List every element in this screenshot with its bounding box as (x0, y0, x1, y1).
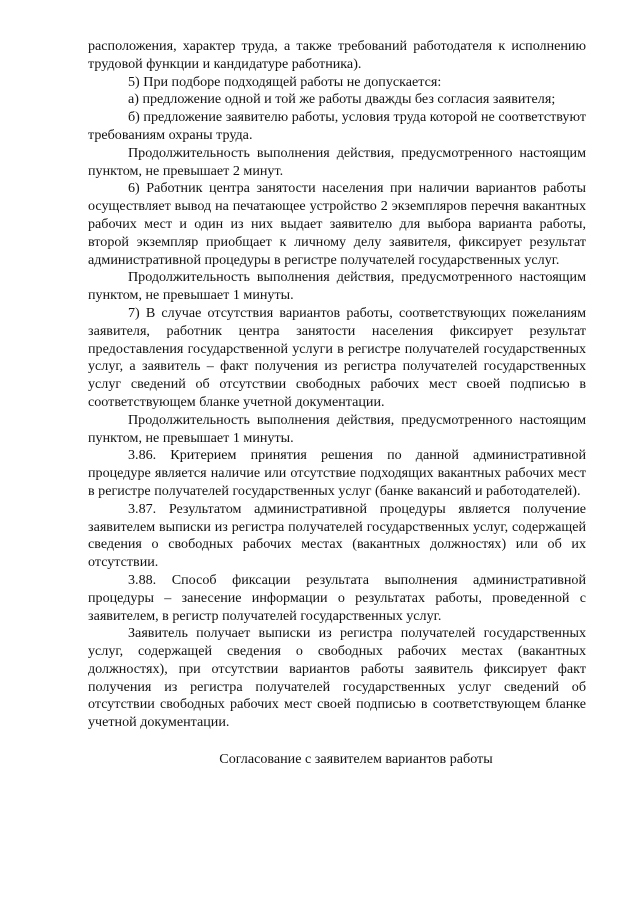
paragraph-item-5b: б) предложение заявителю работы, условия труда которой не соответствуют требованиям охраны труда. (88, 109, 586, 143)
section-heading: Согласование с заявителем вариантов работы (219, 751, 493, 768)
paragraph-continuation: расположения, характер труда, а также требований работодателя к исполнению трудовой функции и кандидатуре работника). (88, 38, 586, 72)
paragraph-3-88: 3.88. Способ фиксации результата выполнения административной процедуры – занесение информации о результатах работы, проведенной с заявителем, в регистр получателей государственных услуг. (88, 571, 586, 624)
paragraph-item-5a: а) предложение одной и той же работы дважды без согласия заявителя; (128, 91, 556, 108)
paragraph-item-7: 7) В случае отсутствия вариантов работы, соответствующих пожеланиям заявителя, работник центра занятости населения фиксирует результат предоставления государственной услуги в регистре получателей государственных услуг, а заявитель – факт получения из регистра получателей государственных услуг сведений об отсутствии свободных рабочих мест своей подписью в соответствующем бланке учетной документации. (88, 304, 586, 410)
paragraph-item-5: 5) При подборе подходящей работы не допускается: (128, 73, 442, 90)
paragraph-duration-3: Продолжительность выполнения действия, предусмотренного настоящим пунктом, не превышает 1 минуты. (88, 411, 586, 446)
paragraph-3-86: 3.86. Критерием принятия решения по данной административной процедуре является наличие или отсутствие подходящих вакантных рабочих мест в регистре получателей государственных услуг (банке вакансий и работодателей). (88, 447, 586, 499)
paragraph-3-87: 3.87. Результатом административной процедуры является получение заявителем выписки из регистра получателей государственных услуг, содержащей сведения о свободных рабочих местах (вакантных должностях) или об их отсутствии. (88, 500, 586, 571)
paragraph-applicant-receives: Заявитель получает выписки из регистра получателей государственных услуг, содержащей сведения о свободных рабочих местах (вакантных должностях), при отсутствии вариантов работы заявитель фиксирует факт получения из регистра получателей государственных услуг сведений об отсутствии свободных рабочих мест своей подписью в соответствующем бланке учетной документации. (88, 625, 586, 731)
paragraph-duration-1: Продолжительность выполнения действия, предусмотренного настоящим пунктом, не превышает 2 минут. (88, 144, 586, 179)
paragraph-duration-2: Продолжительность выполнения действия, предусмотренного настоящим пунктом, не превышает 1 минуты. (88, 269, 586, 304)
paragraph-item-6: 6) Работник центра занятости населения при наличии вариантов работы осуществляет вывод на печатающее устройство 2 экземпляров перечня вакантных рабочих мест и один из них выдает заявителю для выбора варианта работы, второй экземпляр приобщает к личному делу заявителя, фиксирует результат административной процедуры в регистре получателей государственных услуг. (88, 180, 586, 268)
